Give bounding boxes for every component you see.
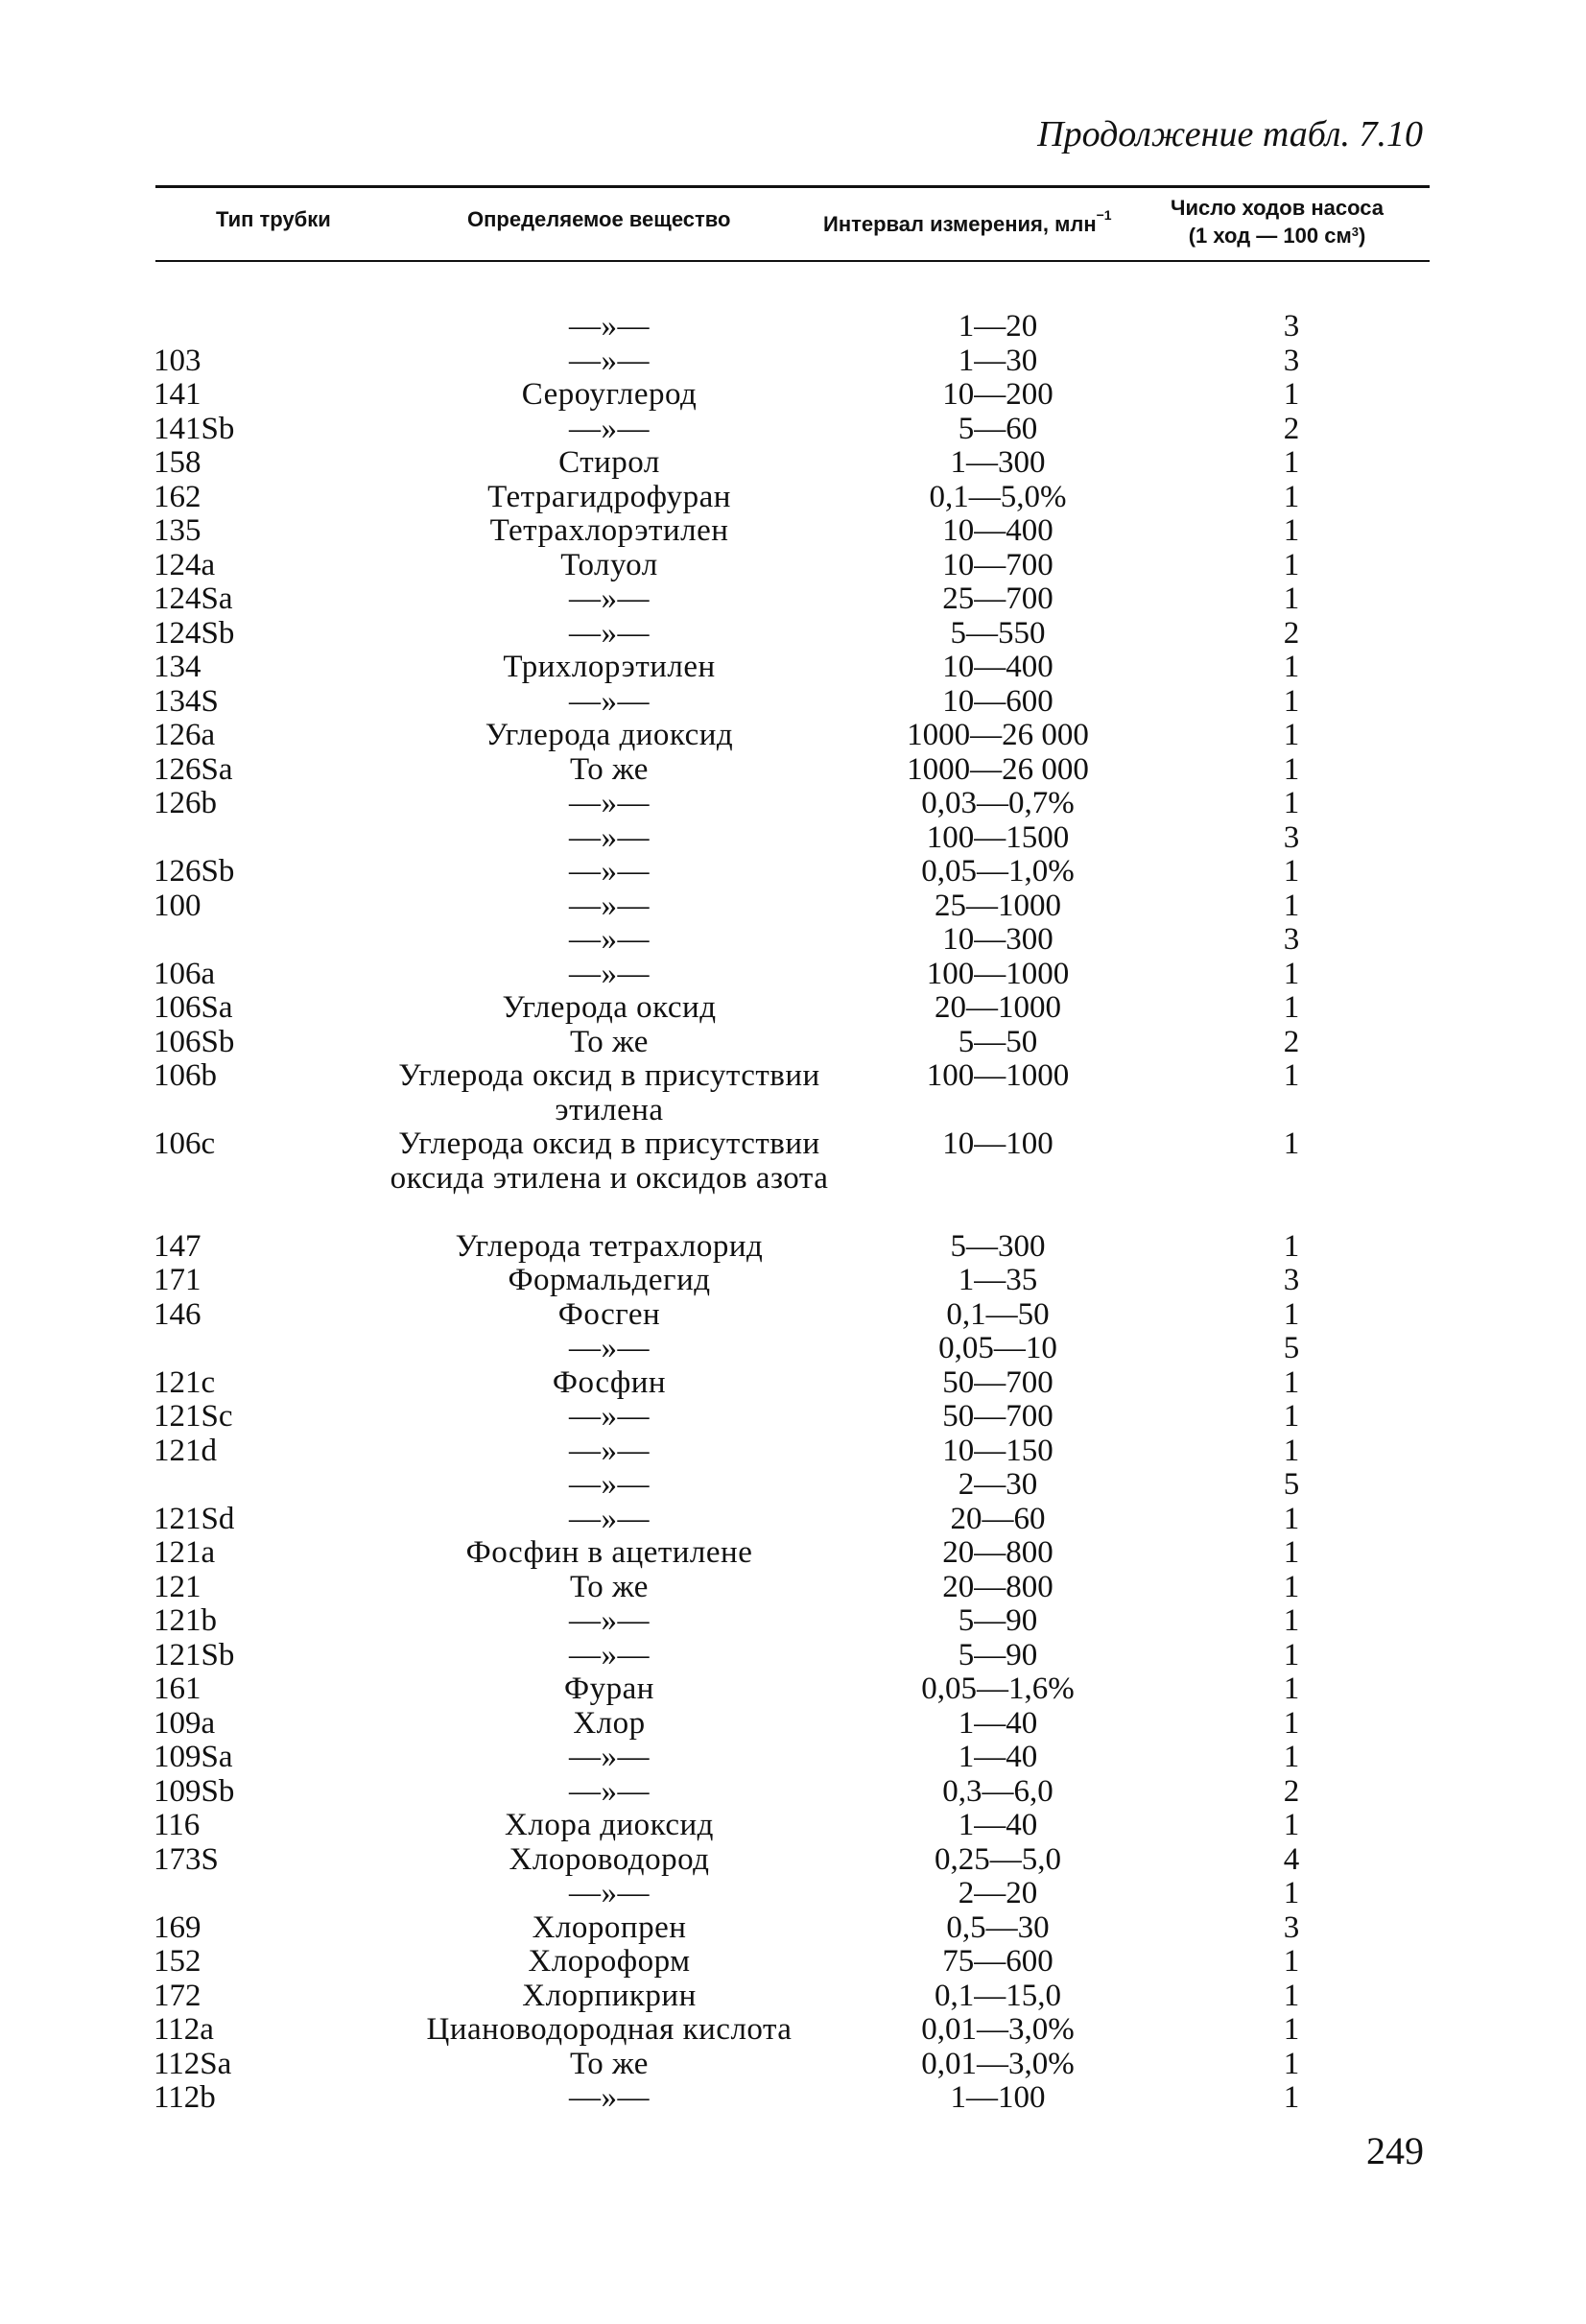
strokes-cell: 1 [1283,1126,1300,1161]
header-range-exponent: −1 [1096,207,1112,223]
tube-type-cell: 126Sa [154,751,233,787]
substance-cell: —»— [569,854,650,889]
range-cell: 1000—26 000 [907,718,1089,752]
strokes-cell: 1 [1283,718,1300,752]
tube-type-cell: 106Sb [154,1024,235,1059]
tube-type-cell: 126b [154,786,217,820]
strokes-cell: 1 [1283,1808,1300,1842]
range-cell: 50—700 [942,1364,1053,1400]
range-cell: 100—1000 [926,1058,1070,1093]
strokes-cell: 1 [1283,1433,1300,1468]
range-cell: 0,25—5,0 [935,1841,1061,1877]
strokes-cell: 1 [1283,2046,1300,2081]
range-cell: 100—1000 [926,956,1070,991]
tube-type-cell: 106a [154,956,216,991]
range-cell: 0,1—50 [946,1296,1050,1332]
tube-type-cell: 106c [154,1126,216,1161]
tube-type-cell: 103 [154,343,201,378]
substance-cell: —»— [569,309,650,344]
range-cell: 2—20 [958,1876,1038,1910]
strokes-cell: 1 [1283,1944,1300,1979]
tube-type-cell: 121Sc [154,1399,233,1434]
strokes-cell: 1 [1283,751,1300,787]
strokes-cell: 1 [1283,1978,1300,2013]
tube-type-cell: 134 [154,650,201,684]
strokes-cell: 1 [1283,990,1300,1025]
substance-cell: —»— [569,615,650,651]
substance-cell: —»— [569,1331,650,1365]
header-measurement-range [823,207,1112,237]
strokes-cell: 1 [1283,445,1300,480]
substance-cell: Толуол [560,547,658,582]
tube-type-cell: 172 [154,1978,201,2013]
range-cell: 1—35 [958,1263,1038,1297]
substance-cell: Фуран [564,1672,654,1706]
strokes-cell: 1 [1283,1740,1300,1774]
range-cell: 0,1—15,0 [935,1978,1061,2013]
strokes-cell: 1 [1283,1296,1300,1332]
range-cell: 0,03—0,7% [921,786,1075,820]
strokes-cell: 5 [1283,1331,1300,1365]
range-cell: 0,5—30 [946,1909,1050,1945]
strokes-cell: 1 [1283,1569,1300,1604]
strokes-cell: 1 [1283,650,1300,684]
tube-type-cell: 121Sd [154,1501,235,1536]
substance-cell: —»— [569,888,650,923]
substance-cell: Сероуглерод [521,377,698,412]
substance-cell: —»— [569,2080,650,2115]
range-cell: 75—600 [942,1944,1053,1979]
substance-cell: —»— [569,1501,650,1536]
strokes-cell: 1 [1283,2012,1300,2047]
strokes-cell: 1 [1283,1603,1300,1638]
range-cell: 0,05—1,6% [921,1672,1075,1706]
strokes-cell: 1 [1283,1705,1300,1741]
substance-cell: —»— [569,1637,650,1672]
substance-cell: —»— [569,922,650,957]
range-cell: 20—1000 [935,990,1061,1025]
substance-cell: То же [570,1569,649,1604]
strokes-cell: 1 [1283,786,1300,820]
tube-type-cell: 134S [154,683,219,719]
tube-type-cell: 112Sa [154,2046,232,2081]
strokes-cell: 1 [1283,956,1300,991]
range-cell: 1—40 [958,1808,1038,1842]
header-strokes-close: ) [1358,224,1366,248]
range-cell: 10—700 [942,547,1053,582]
strokes-cell: 5 [1283,1467,1300,1502]
substance-cell: Хлор [573,1705,646,1741]
strokes-cell: 2 [1283,615,1300,651]
strokes-cell: 1 [1283,377,1300,412]
header-strokes-exponent: 3 [1351,225,1359,239]
range-cell: 10—400 [942,650,1053,684]
substance-cell: —»— [569,581,650,616]
tube-type-cell: 116 [154,1808,201,1842]
substance-cell: —»— [569,1467,650,1502]
range-cell: 25—700 [942,581,1053,616]
range-cell: 10—600 [942,683,1053,719]
tube-type-cell: 124Sb [154,615,235,651]
range-cell: 1—100 [950,2080,1046,2115]
tube-type-cell: 169 [154,1909,201,1945]
substance-cell: —»— [569,411,650,446]
tube-type-cell: 124Sa [154,581,233,616]
strokes-cell: 3 [1283,819,1300,855]
tube-type-cell: 158 [154,445,201,480]
range-cell: 100—1500 [926,819,1070,855]
strokes-cell: 3 [1283,1909,1300,1945]
range-cell: 20—800 [942,1569,1053,1604]
strokes-cell: 1 [1283,513,1300,548]
strokes-cell: 1 [1283,1637,1300,1672]
strokes-cell: 1 [1283,1672,1300,1706]
tube-type-cell: 126Sb [154,854,235,889]
tube-type-cell: 121d [154,1433,217,1468]
range-cell: 10—400 [942,513,1053,548]
range-cell: 20—800 [942,1535,1053,1570]
range-cell: 5—90 [958,1637,1038,1672]
strokes-cell: 1 [1283,547,1300,582]
range-cell: 2—30 [958,1467,1038,1502]
strokes-cell: 2 [1283,1024,1300,1059]
strokes-cell: 1 [1283,888,1300,923]
range-cell: 1—40 [958,1705,1038,1741]
strokes-cell: 3 [1283,922,1300,957]
tube-type-cell: 124a [154,547,216,582]
tube-type-cell: 162 [154,479,201,514]
substance-cell: Фосфин в ацетилене [465,1535,753,1570]
tube-type-cell: 112b [154,2080,216,2115]
tube-type-cell: 121Sb [154,1637,235,1672]
tube-type-cell: 109Sb [154,1773,235,1809]
strokes-cell: 1 [1283,1876,1300,1910]
substance-cell: —»— [569,343,650,378]
substance-cell: То же [570,751,649,787]
substance-cell: Формальдегид [508,1263,711,1297]
substance-cell: Стирол [558,445,660,480]
table-continuation-caption: Продолжение табл. 7.10 [1037,114,1423,154]
header-strokes-line2: (1 ход — 100 см [1188,224,1352,248]
substance-cell: Углерода диоксид [485,718,734,752]
strokes-cell: 1 [1283,683,1300,719]
strokes-cell: 1 [1283,1364,1300,1400]
strokes-cell: 1 [1283,1535,1300,1570]
header-tube-type: Тип трубки [216,207,331,231]
range-cell: 25—1000 [935,888,1061,923]
tube-type-cell: 121 [154,1569,201,1604]
strokes-cell: 1 [1283,1058,1300,1093]
tube-type-cell: 100 [154,888,201,923]
range-cell: 1—30 [958,343,1038,378]
strokes-cell: 2 [1283,411,1300,446]
tube-type-cell: 109Sa [154,1740,233,1774]
header-range-text: Интервал измерения, млн [823,212,1097,236]
substance-cell: То же [570,2046,649,2081]
tube-type-cell: 147 [154,1228,201,1264]
substance-cell: Углерода оксид в присутствии оксида этилена и оксидов азота [390,1126,829,1196]
tube-type-cell: 135 [154,513,201,548]
header-substance: Определяемое вещество [467,207,731,231]
range-cell: 5—90 [958,1603,1038,1638]
tube-type-cell: 173S [154,1841,219,1877]
substance-cell: Циановодородная кислота [426,2012,793,2047]
strokes-cell: 1 [1283,854,1300,889]
tube-type-cell: 126a [154,718,216,752]
tube-type-cell: 171 [154,1263,201,1297]
range-cell: 5—300 [950,1228,1046,1264]
substance-cell: Хлороводород [509,1841,710,1877]
strokes-cell: 3 [1283,343,1300,378]
range-cell: 10—300 [942,922,1053,957]
strokes-cell: 1 [1283,479,1300,514]
range-cell: 1000—26 000 [907,751,1089,787]
strokes-cell: 2 [1283,1773,1300,1809]
strokes-cell: 3 [1283,1263,1300,1297]
strokes-cell: 3 [1283,309,1300,344]
substance-cell: —»— [569,819,650,855]
range-cell: 5—60 [958,411,1038,446]
substance-cell: —»— [569,1876,650,1910]
range-cell: 0,3—6,0 [942,1773,1053,1809]
tube-type-cell: 121b [154,1603,217,1638]
strokes-cell: 1 [1283,1501,1300,1536]
strokes-cell: 1 [1283,581,1300,616]
tube-type-cell: 152 [154,1944,201,1979]
substance-cell: Тетрахлорэтилен [489,513,729,548]
range-cell: 0,05—1,0% [921,854,1075,889]
substance-cell: Хлоропрен [532,1909,687,1945]
range-cell: 5—550 [950,615,1046,651]
substance-cell: Хлора диоксид [505,1808,714,1842]
range-cell: 10—150 [942,1433,1053,1468]
tube-type-cell: 109a [154,1705,216,1741]
strokes-cell: 1 [1283,2080,1300,2115]
substance-cell: Тетрагидрофуран [487,479,731,514]
range-cell: 5—50 [958,1024,1038,1059]
strokes-cell: 4 [1283,1841,1300,1877]
substance-cell: Углерода оксид в присутствии этилена [398,1058,820,1127]
substance-cell: —»— [569,956,650,991]
range-cell: 10—100 [942,1126,1053,1161]
substance-cell: —»— [569,1773,650,1809]
tube-type-cell: 121c [154,1364,216,1400]
table-top-rule [155,185,1430,188]
substance-cell: —»— [569,1399,650,1434]
table-header-rule [155,260,1430,262]
strokes-cell: 1 [1283,1228,1300,1264]
tube-type-cell: 106b [154,1058,217,1093]
substance-cell: Хлорпикрин [522,1978,697,2013]
range-cell: 1—300 [950,445,1046,480]
substance-cell: —»— [569,1433,650,1468]
range-cell: 10—200 [942,377,1053,412]
substance-cell: —»— [569,786,650,820]
tube-type-cell: 106Sa [154,990,233,1025]
range-cell: 20—60 [950,1501,1046,1536]
strokes-cell: 1 [1283,1399,1300,1434]
tube-type-cell: 161 [154,1672,201,1706]
range-cell: 1—20 [958,309,1038,344]
range-cell: 1—40 [958,1740,1038,1774]
substance-cell: Углерода оксид [502,990,717,1025]
substance-cell: —»— [569,1603,650,1638]
substance-cell: Фосген [557,1296,661,1332]
tube-type-cell: 121a [154,1535,216,1570]
tube-type-cell: 141 [154,377,201,412]
range-cell: 0,01—3,0% [921,2012,1075,2047]
substance-cell: Трихлорэтилен [503,650,716,684]
tube-type-cell: 112a [154,2012,214,2047]
header-pump-strokes [1171,196,1384,248]
range-cell: 0,01—3,0% [921,2046,1075,2081]
substance-cell: То же [570,1024,649,1059]
page-number: 249 [1366,2129,1424,2172]
range-cell: 0,05—10 [938,1331,1057,1365]
substance-cell: Фосфин [552,1364,667,1400]
substance-cell: —»— [569,683,650,719]
range-cell: 50—700 [942,1399,1053,1434]
tube-type-cell: 146 [154,1296,201,1332]
header-strokes-line1: Число ходов насоса [1171,196,1384,220]
substance-cell: —»— [569,1740,650,1774]
substance-cell: Хлороформ [528,1944,691,1979]
substance-cell: Углерода тетрахлорид [455,1228,764,1264]
range-cell: 0,1—5,0% [929,479,1067,514]
tube-type-cell: 141Sb [154,411,235,446]
